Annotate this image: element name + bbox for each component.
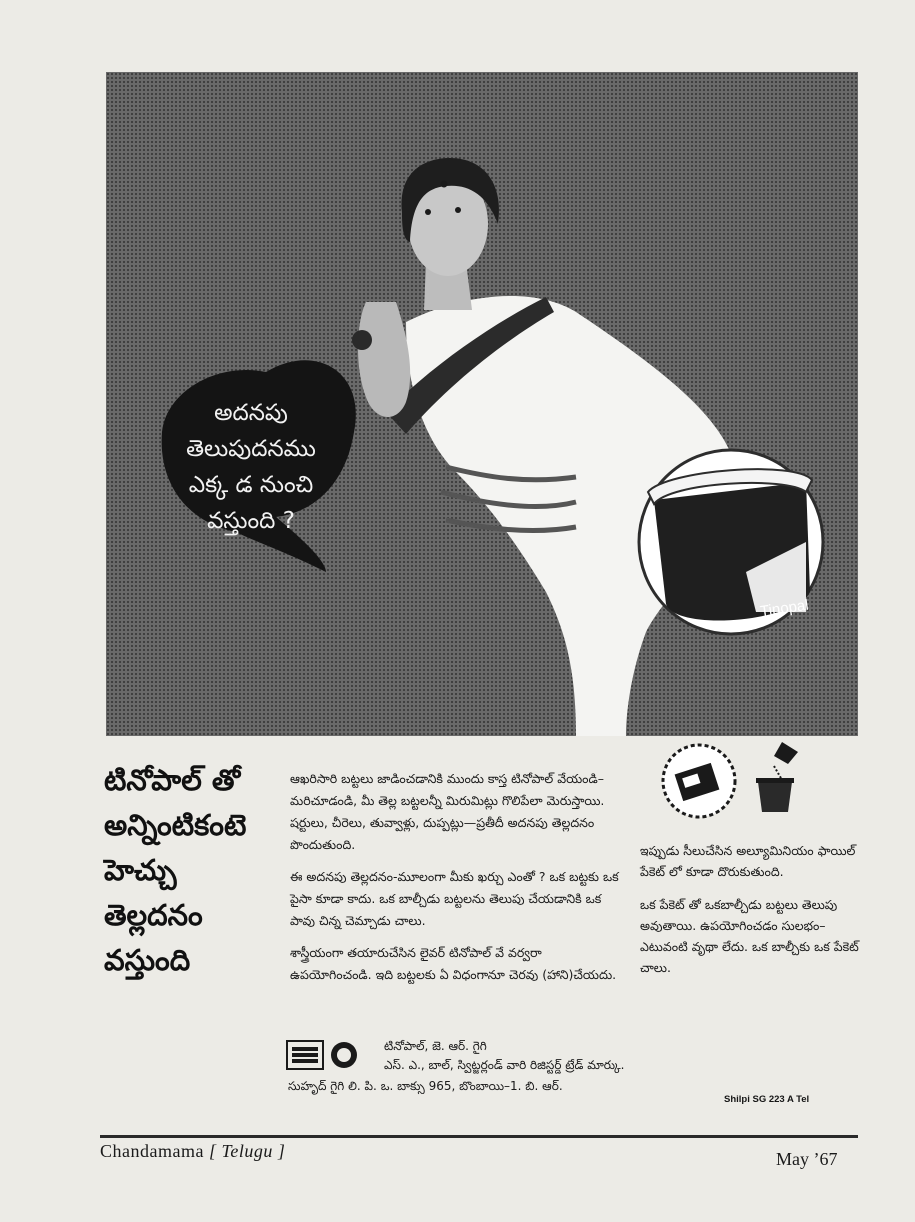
body-paragraph-3: శాస్త్రీయంగా తయారుచేసిన లైవర్ టినోపాల్ వే వర్వరా ఉపయోగించండి. ఇది బట్టలకు ఏ విధంగానూ చెరవు (హాని)చేయదు. [290,945,617,982]
raised-arm [358,302,410,417]
bangles [352,330,372,350]
side-paragraph-2: ఒక పేకెట్ తో ఒకబాల్చీడు బట్టలు తెలుపు అవుతాయి. ఉపయోగించడం సులభం–ఎటువంటి వృథా లేదు. ఒక బాల్చీకు ఒక పేకెట్ చాలు. [640,897,859,975]
headline-line-1: టినోపాల్ తో [104,763,241,797]
tinopal-brand-label: Tinopal [759,596,810,621]
trademark-notice [288,1037,864,1093]
footer-publication [100,1141,285,1162]
bubble-line-4: వస్తుంది ? [207,508,295,534]
publication-name: Chandamama [100,1141,204,1161]
side-paragraph-1: ఇప్పుడు సీలుచేసిన అల్యూమినియం ఫాయిల్ పేకెట్ లో కూడా దొరుకుతుంది. [640,843,856,879]
headline [104,758,274,983]
trademark-line-2: ఎస్. ఎ., బాల్, స్విట్జర్లండ్ వారి రిజిస్టర్డ్ ట్రేడ్ మార్కు. [384,1058,625,1072]
bubble-line-2: తెలుపుదనము [186,436,316,462]
body-paragraph-1: ఆఖరిసారి బట్టలు జాడించడానికి ముందు కాస్త టినోపాల్ వేయండి–మరిచూడండి, మీ తెల్ల బట్టలన్నీ మిరుమిట్లు గొలిపేలా మెరుస్తాయి. షర్టులు, చీరెలు, తువ్వాళ్లు, దుప్పట్లు—ప్రతీదీ అదనపు తెల్లదనం పొందుతుంది. [290,771,605,852]
trademark-line-3: సుహృద్ గైగి లి. పి. ఒ. బాక్సు 965, బొంబాయి–1. బి. ఆర్. [288,1079,563,1093]
headline-line-4: తెల్లదనం [104,898,203,932]
issue-date: May ’67 [776,1149,838,1169]
speech-bubble-text [162,355,340,565]
bubble-line-3: ఎక్క డ నుంచి [188,472,314,498]
foil-packet-icon [660,738,738,824]
footer-rule [100,1135,858,1138]
side-note [640,840,870,990]
publication-language: [ Telugu ] [208,1141,286,1161]
suhrid-geigy-logo [286,1040,376,1070]
bindi [441,181,448,188]
headline-line-3: హెచ్చు [104,853,177,887]
eye-left [425,209,431,215]
trademark-line-1: టినోపాల్, జె. ఆర్. గైగి [384,1039,487,1053]
bubble-line-1: అదనపు [214,400,288,426]
body-copy [290,768,626,996]
headline-line-5: వస్తుంది [104,943,191,977]
eye-right [455,207,461,213]
body-paragraph-2: ఈ అదనపు తెల్లదనం-మూలంగా మీకు ఖర్చు ఎంతో ? ఒక బట్టకు ఒక పైసా కూడా కాదు. ఒక బాల్చీడు బట్టలను తెలుపు చేయడానికి ఒక పావు చిన్న చెమ్చాడు చాలు. [290,869,619,928]
headline-line-2: అన్నింటికంటె [104,808,247,842]
bucket-icon [752,738,802,818]
agency-credit: Shilpi SG 223 A Tel [724,1094,810,1105]
